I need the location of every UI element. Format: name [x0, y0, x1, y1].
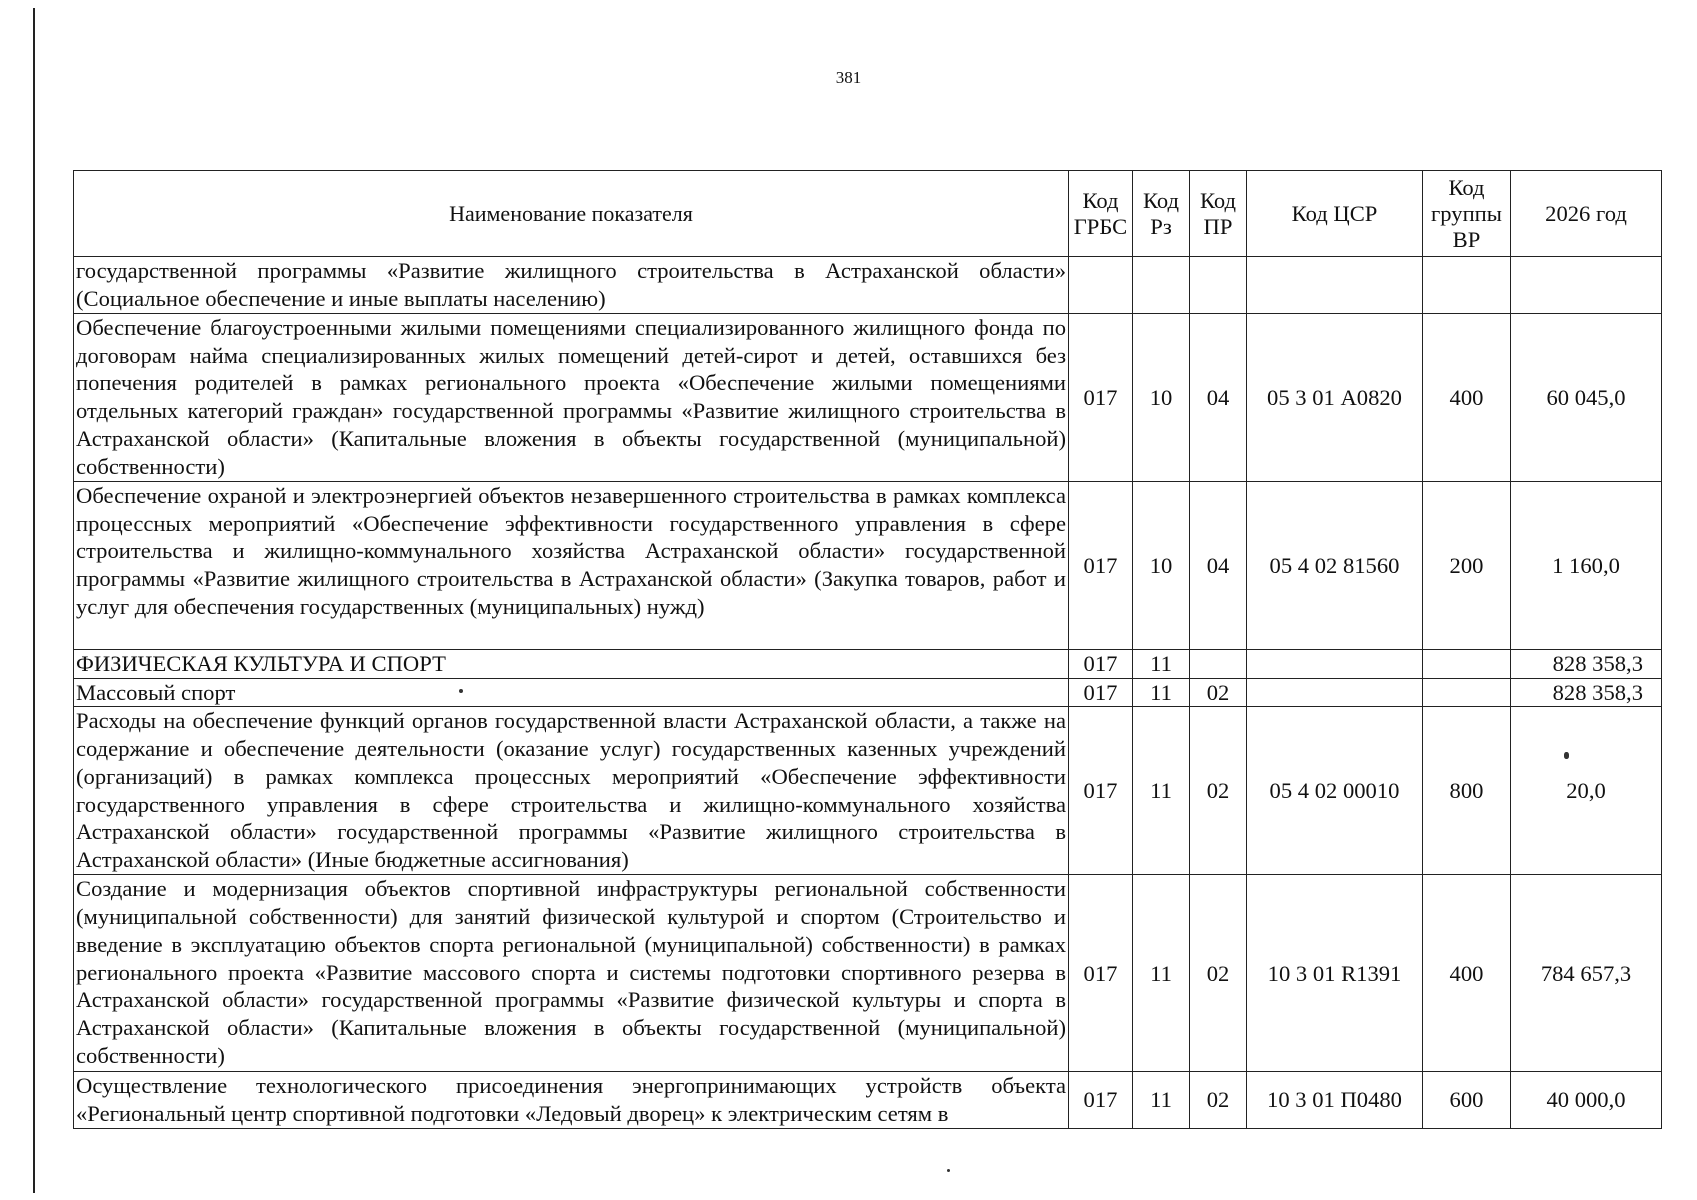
row-csr [1247, 257, 1423, 314]
table-row [74, 707, 1662, 875]
row-vr [1423, 678, 1511, 707]
header-year: 2026 год [1511, 171, 1662, 257]
row-csr: 10 3 01 R1391 [1247, 875, 1423, 1072]
row-vr: 400 [1423, 875, 1511, 1072]
header-csr: Код ЦСР [1247, 171, 1423, 257]
row-name: Обеспечение охраной и электроэнергией объектов незавершенного строительства в рамках комплекса процессных мероприятий «Обеспечение эффективности государственного управления в сфере строительства и жилищно-коммунального хозяйства Астраханской области» государственной программы «Развитие жилищного строительства в Астраханской области» (Закупка товаров, работ и услуг для обеспечения государственных (муниципальных) нужд) [74, 482, 1069, 650]
row-vr: 800 [1423, 707, 1511, 875]
row-grbs [1069, 257, 1133, 314]
row-name: Массовый спорт [74, 678, 1069, 707]
row-amount [1511, 257, 1662, 314]
row-name: Осуществление технологического присоединения энергопринимающих устройств объекта «Региональный центр спортивной подготовки «Ледовый дворец» к электрическим сетям в [74, 1072, 1069, 1128]
table-row [74, 482, 1662, 650]
row-pr [1190, 257, 1247, 314]
row-csr [1247, 678, 1423, 707]
table-header-row [74, 171, 1662, 257]
header-vr: Код группы ВР [1423, 171, 1511, 257]
row-pr: 02 [1190, 875, 1247, 1072]
row-grbs: 017 [1069, 875, 1133, 1072]
table-row [74, 314, 1662, 482]
row-rz: 11 [1133, 875, 1190, 1072]
row-csr: 05 3 01 А0820 [1247, 314, 1423, 482]
table-row [74, 678, 1662, 707]
scan-speck [1564, 752, 1569, 759]
row-pr: 04 [1190, 482, 1247, 650]
row-rz [1133, 257, 1190, 314]
row-csr [1247, 650, 1423, 679]
row-name: Создание и модернизация объектов спортивной инфраструктуры региональной собственности (муниципальной собственности) для занятий физической культурой и спортом (Строительство и введение в эксплуатацию объектов спорта региональной (муниципальной) собственности) в рамках регионального проекта «Развитие массового спорта и системы подготовки спортивного резерва в Астраханской области» государственной программы «Развитие физической культуры и спорта в Астраханской области» (Капитальные вложения в объекты государственной (муниципальной) собственности) [74, 875, 1069, 1072]
row-rz: 11 [1133, 1072, 1190, 1128]
row-amount: 1 160,0 [1511, 482, 1662, 650]
scan-speck [947, 1169, 950, 1172]
row-pr: 02 [1190, 707, 1247, 875]
row-grbs: 017 [1069, 314, 1133, 482]
row-pr: 02 [1190, 678, 1247, 707]
header-grbs: Код ГРБС [1069, 171, 1133, 257]
row-csr: 05 4 02 81560 [1247, 482, 1423, 650]
row-vr: 600 [1423, 1072, 1511, 1128]
row-name: государственной программы «Развитие жилищного строительства в Астраханской области» (Социальное обеспечение и иные выплаты населению) [74, 257, 1069, 314]
table-row [74, 257, 1662, 314]
header-rz: Код Рз [1133, 171, 1190, 257]
row-pr: 02 [1190, 1072, 1247, 1128]
row-csr: 05 4 02 00010 [1247, 707, 1423, 875]
page-number: 381 [835, 68, 862, 87]
budget-table [73, 170, 1662, 1129]
row-rz: 11 [1133, 707, 1190, 875]
row-amount: 60 045,0 [1511, 314, 1662, 482]
row-grbs: 017 [1069, 1072, 1133, 1128]
table-row [74, 1072, 1662, 1128]
row-amount: 828 358,3 [1511, 650, 1662, 679]
row-amount: 40 000,0 [1511, 1072, 1662, 1128]
row-pr: 04 [1190, 314, 1247, 482]
header-pr: Код ПР [1190, 171, 1247, 257]
table-row [74, 650, 1662, 679]
binding-margin-line [33, 8, 35, 1193]
row-amount: 828 358,3 [1511, 678, 1662, 707]
table-row [74, 875, 1662, 1072]
row-grbs: 017 [1069, 678, 1133, 707]
row-rz: 10 [1133, 482, 1190, 650]
row-vr [1423, 650, 1511, 679]
header-name: Наименование показателя [74, 171, 1069, 257]
row-grbs: 017 [1069, 482, 1133, 650]
row-grbs: 017 [1069, 650, 1133, 679]
row-rz: 11 [1133, 650, 1190, 679]
row-pr [1190, 650, 1247, 679]
row-amount: 784 657,3 [1511, 875, 1662, 1072]
row-rz: 10 [1133, 314, 1190, 482]
row-name: Расходы на обеспечение функций органов государственной власти Астраханской области, а также на содержание и обеспечение деятельности (оказание услуг) государственных казенных учреждений (организаций) в рамках комплекса процессных мероприятий «Обеспечение эффективности государственного управления в сфере строительства и жилищно-коммунального хозяйства Астраханской области» государственной программы «Развитие жилищного строительства в Астраханской области» (Иные бюджетные ассигнования) [74, 707, 1069, 875]
row-csr: 10 3 01 П0480 [1247, 1072, 1423, 1128]
row-vr: 400 [1423, 314, 1511, 482]
row-name: ФИЗИЧЕСКАЯ КУЛЬТУРА И СПОРТ [74, 650, 1069, 679]
row-grbs: 017 [1069, 707, 1133, 875]
row-amount: 20,0 [1511, 707, 1662, 875]
row-vr: 200 [1423, 482, 1511, 650]
scan-speck [459, 689, 463, 693]
row-vr [1423, 257, 1511, 314]
row-name: Обеспечение благоустроенными жилыми помещениями специализированного жилищного фонда по договорам найма специализированных жилых помещений детей-сирот и детей, оставшихся без попечения родителей в рамках регионального проекта «Обеспечение жилыми помещениями отдельных категорий граждан» государственной программы «Развитие жилищного строительства в Астраханской области» (Капитальные вложения в объекты государственной (муниципальной) собственности) [74, 314, 1069, 482]
row-rz: 11 [1133, 678, 1190, 707]
